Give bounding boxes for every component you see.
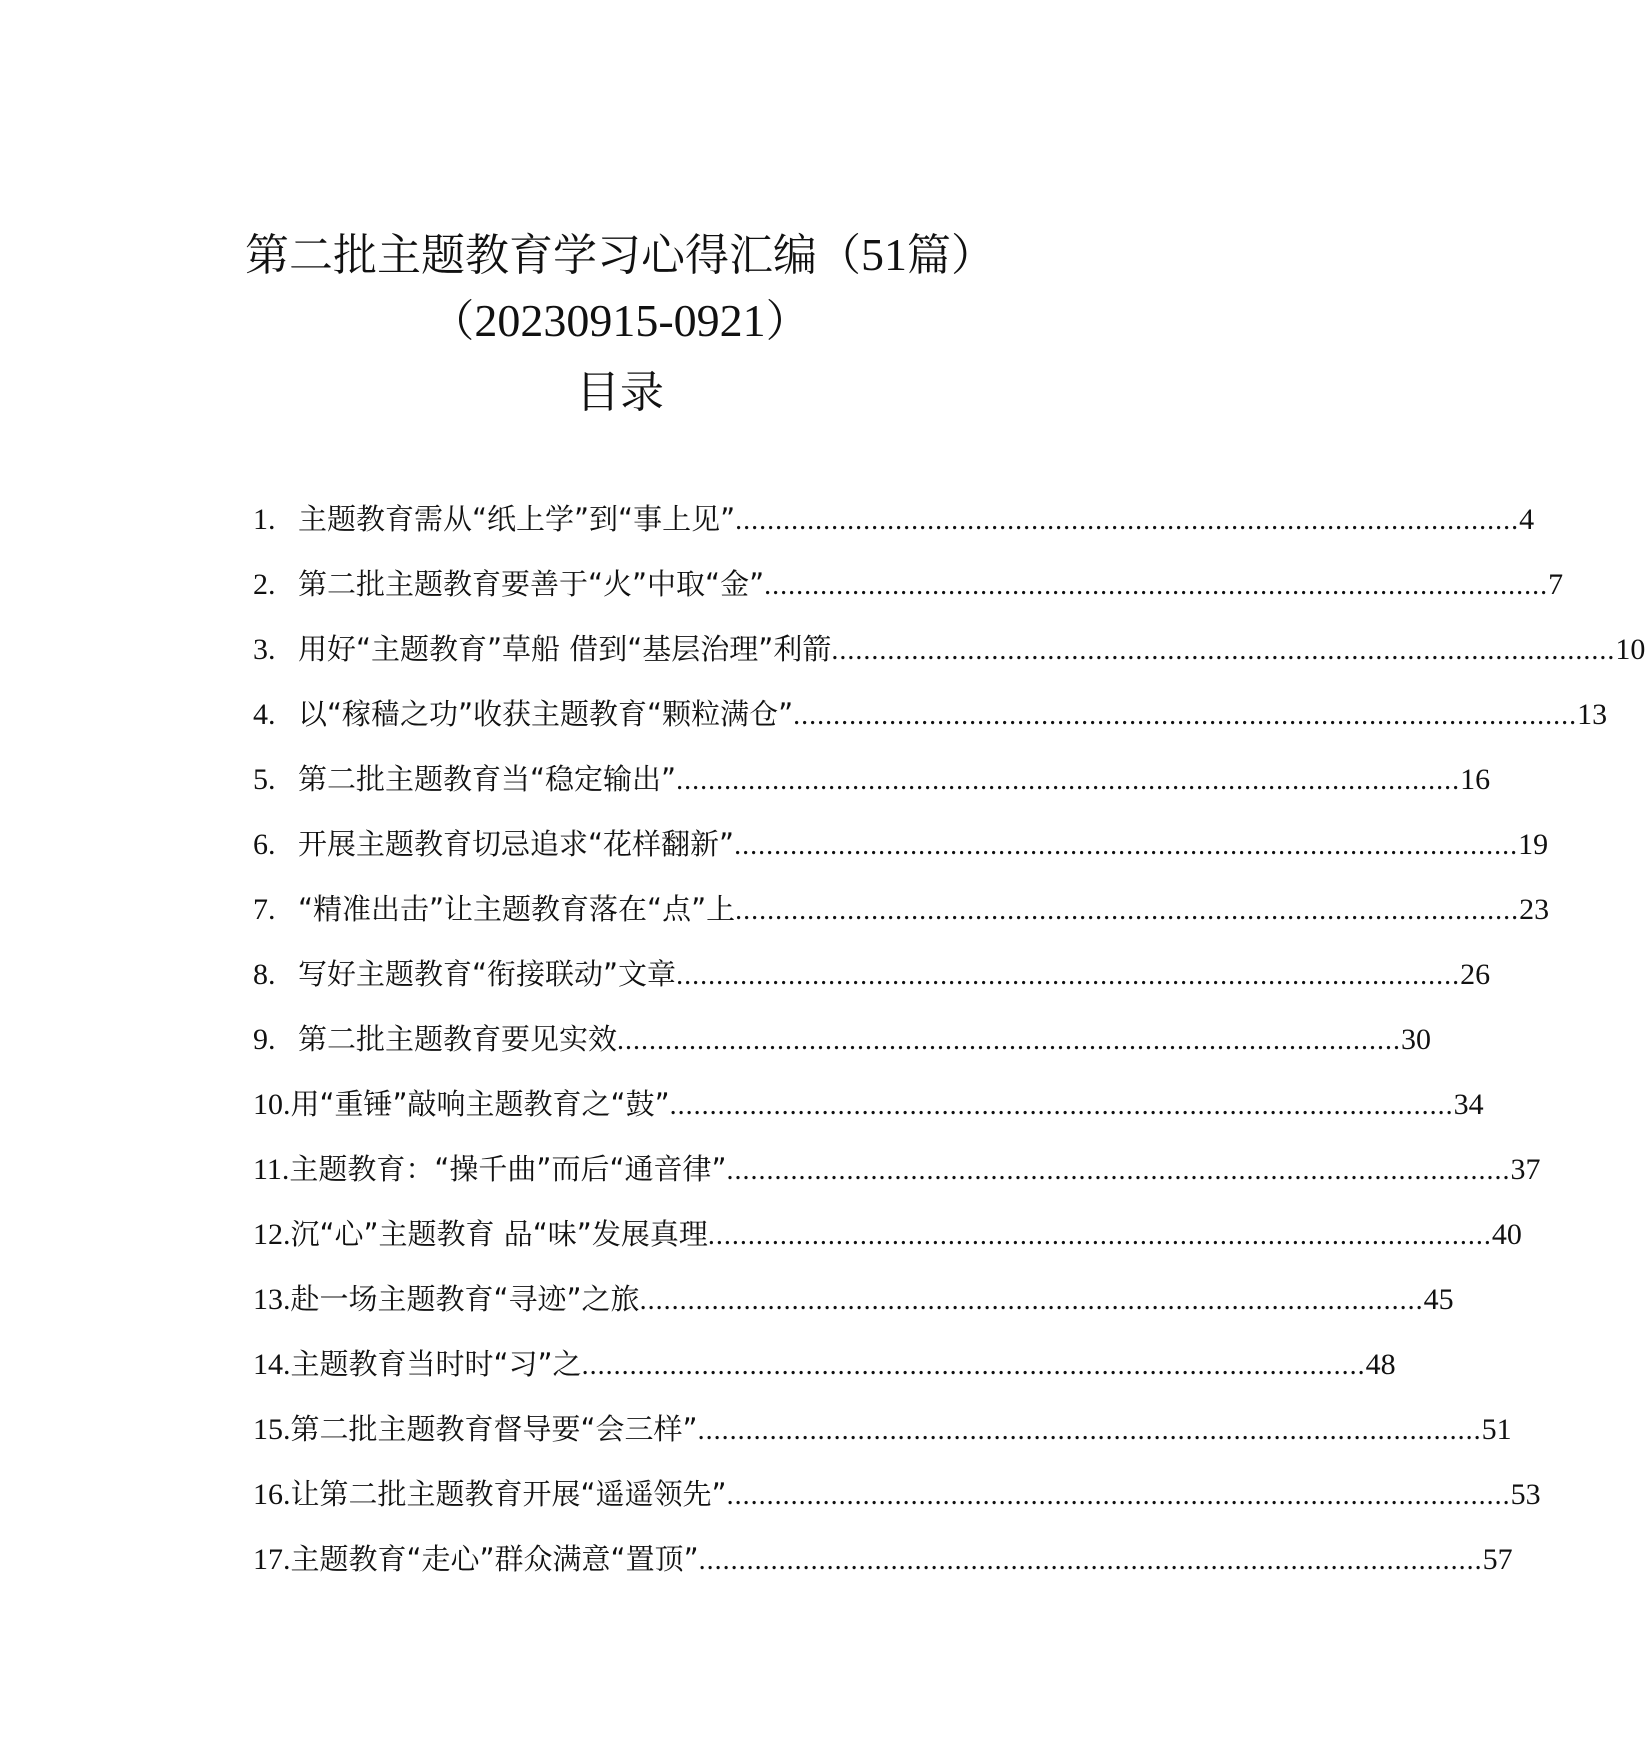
toc-entry[interactable]: [253, 887, 1550, 952]
toc-entry-number: 6.: [253, 828, 276, 861]
toc-dot-leader: ..................................................................................................: [831, 635, 1616, 666]
toc-entry-number: 10.: [253, 1088, 291, 1121]
toc-entry[interactable]: [253, 497, 1535, 562]
toc-entry-title: 用“重锤”敲响主题教育之“鼓”: [290, 1087, 670, 1121]
toc-dot-leader: ..................................................................................................: [639, 1285, 1424, 1316]
toc-entry[interactable]: [253, 822, 1549, 887]
toc-dot-leader: ..................................................................................................: [698, 1545, 1483, 1576]
toc-entry-number: 5.: [253, 763, 276, 796]
date-open-paren: （: [430, 296, 475, 347]
toc-dot-leader: ..................................................................................................: [617, 1025, 1402, 1056]
toc-entry-page: 51: [1481, 1413, 1512, 1446]
toc-entry-page: 16: [1460, 763, 1491, 796]
toc-entry[interactable]: [253, 1537, 1513, 1602]
toc-entry[interactable]: [253, 1472, 1541, 1537]
toc-entry-page: 37: [1510, 1153, 1541, 1186]
toc-entry[interactable]: [253, 1017, 1432, 1082]
toc-entry-title: 第二批主题教育督导要“会三样”: [290, 1412, 698, 1446]
toc-entry-title: “精准出击”让主题教育落在“点”上: [298, 892, 736, 926]
toc-entry[interactable]: [253, 1277, 1454, 1342]
toc-entry-number: 15.: [253, 1413, 291, 1446]
toc-dot-leader: ..................................................................................................: [793, 700, 1578, 731]
toc-dot-leader: ..................................................................................................: [726, 1480, 1511, 1511]
toc-entry-number: 1.: [253, 503, 276, 536]
toc-entry-title: 主题教育：“操千曲”而后“通音律”: [289, 1152, 727, 1186]
toc-entry[interactable]: [253, 1342, 1396, 1407]
toc-entry[interactable]: [253, 757, 1491, 822]
toc-entry[interactable]: [253, 692, 1608, 757]
toc-dot-leader: ..................................................................................................: [735, 895, 1520, 926]
toc-entry-page: 40: [1491, 1218, 1522, 1251]
date-range: 20230915-0921: [474, 295, 766, 346]
date-close-paren: ）: [765, 296, 810, 347]
toc-entry-title: 主题教育“走心”群众满意“置顶”: [290, 1542, 699, 1576]
toc-entry-number: 13.: [253, 1283, 291, 1316]
document-title: [0, 222, 1240, 288]
toc-entry-number: 11.: [253, 1153, 290, 1186]
toc-entry-title: 开展主题教育切忌追求“花样翻新”: [298, 827, 735, 861]
toc-entry-page: 19: [1518, 828, 1549, 861]
toc-entry-number: 3.: [253, 633, 276, 666]
toc-entry-number: 8.: [253, 958, 276, 991]
toc-entry-title: 第二批主题教育要善于“火”中取“金”: [298, 567, 765, 601]
toc-entry-page: 26: [1460, 958, 1491, 991]
toc-entry[interactable]: [253, 1082, 1484, 1147]
toc-entry-title: 用好“主题教育”草船 借到“基层治理”利箭: [298, 632, 832, 666]
toc-dot-leader: ..................................................................................................: [707, 1220, 1492, 1251]
toc-dot-leader: ..................................................................................................: [764, 570, 1549, 601]
toc-entry[interactable]: [253, 1212, 1522, 1277]
toc-dot-leader: ..................................................................................................: [669, 1090, 1454, 1121]
toc-heading: 目录: [576, 367, 664, 418]
toc-dot-leader: ..................................................................................................: [734, 830, 1519, 861]
toc-dot-leader: ..................................................................................................: [676, 765, 1461, 796]
table-of-contents: [253, 497, 1645, 1602]
toc-entry-number: 9.: [253, 1023, 276, 1056]
toc-dot-leader: ..................................................................................................: [735, 505, 1520, 536]
toc-entry-page: 48: [1365, 1348, 1396, 1381]
toc-entry-number: 7.: [253, 893, 276, 926]
toc-entry-title: 主题教育当时时“习”之: [290, 1347, 582, 1381]
toc-entry-title: 赴一场主题教育“寻迹”之旅: [290, 1282, 640, 1316]
toc-entry-page: 23: [1519, 893, 1550, 926]
toc-entry[interactable]: [253, 562, 1564, 627]
toc-dot-leader: ..................................................................................................: [581, 1350, 1366, 1381]
toc-entry-page: 13: [1577, 698, 1608, 731]
toc-entry-number: 17.: [253, 1543, 291, 1576]
title-count: 51: [861, 229, 907, 280]
toc-entry-title: 让第二批主题教育开展“遥遥领先”: [290, 1477, 727, 1511]
toc-entry[interactable]: [253, 1407, 1512, 1472]
toc-entry-page: 57: [1482, 1543, 1513, 1576]
toc-entry-title: 写好主题教育“衔接联动”文章: [298, 957, 677, 991]
toc-entry-page: 30: [1401, 1023, 1432, 1056]
toc-entry-page: 10: [1615, 633, 1645, 666]
toc-entry-page: 7: [1548, 568, 1564, 601]
title-prefix: 第二批主题教育学习心得汇编（: [245, 230, 861, 281]
toc-entry[interactable]: [253, 1147, 1541, 1212]
toc-entry[interactable]: [253, 952, 1491, 1017]
toc-entry-page: 4: [1519, 503, 1535, 536]
toc-entry-number: 4.: [253, 698, 276, 731]
toc-entry-page: 53: [1510, 1478, 1541, 1511]
toc-entry-title: 主题教育需从“纸上学”到“事上见”: [298, 502, 736, 536]
toc-entry-title: 以“稼穑之功”收获主题教育“颗粒满仓”: [298, 697, 794, 731]
toc-dot-leader: ..................................................................................................: [676, 960, 1461, 991]
toc-dot-leader: ..................................................................................................: [726, 1155, 1511, 1186]
toc-entry[interactable]: [253, 627, 1645, 692]
document-header: [0, 222, 1240, 426]
toc-entry-number: 2.: [253, 568, 276, 601]
document-date-range: [0, 288, 1240, 354]
toc-entry-number: 16.: [253, 1478, 291, 1511]
toc-entry-title: 第二批主题教育当“稳定输出”: [298, 762, 677, 796]
toc-entry-title: 第二批主题教育要见实效: [298, 1022, 618, 1056]
toc-entry-page: 45: [1423, 1283, 1454, 1316]
toc-entry-page: 34: [1453, 1088, 1484, 1121]
toc-dot-leader: ..................................................................................................: [697, 1415, 1482, 1446]
toc-entry-number: 14.: [253, 1348, 291, 1381]
toc-entry-number: 12.: [253, 1218, 291, 1251]
title-suffix: 篇）: [907, 230, 995, 281]
toc-entry-title: 沉“心”主题教育 品“味”发展真理: [290, 1217, 708, 1251]
